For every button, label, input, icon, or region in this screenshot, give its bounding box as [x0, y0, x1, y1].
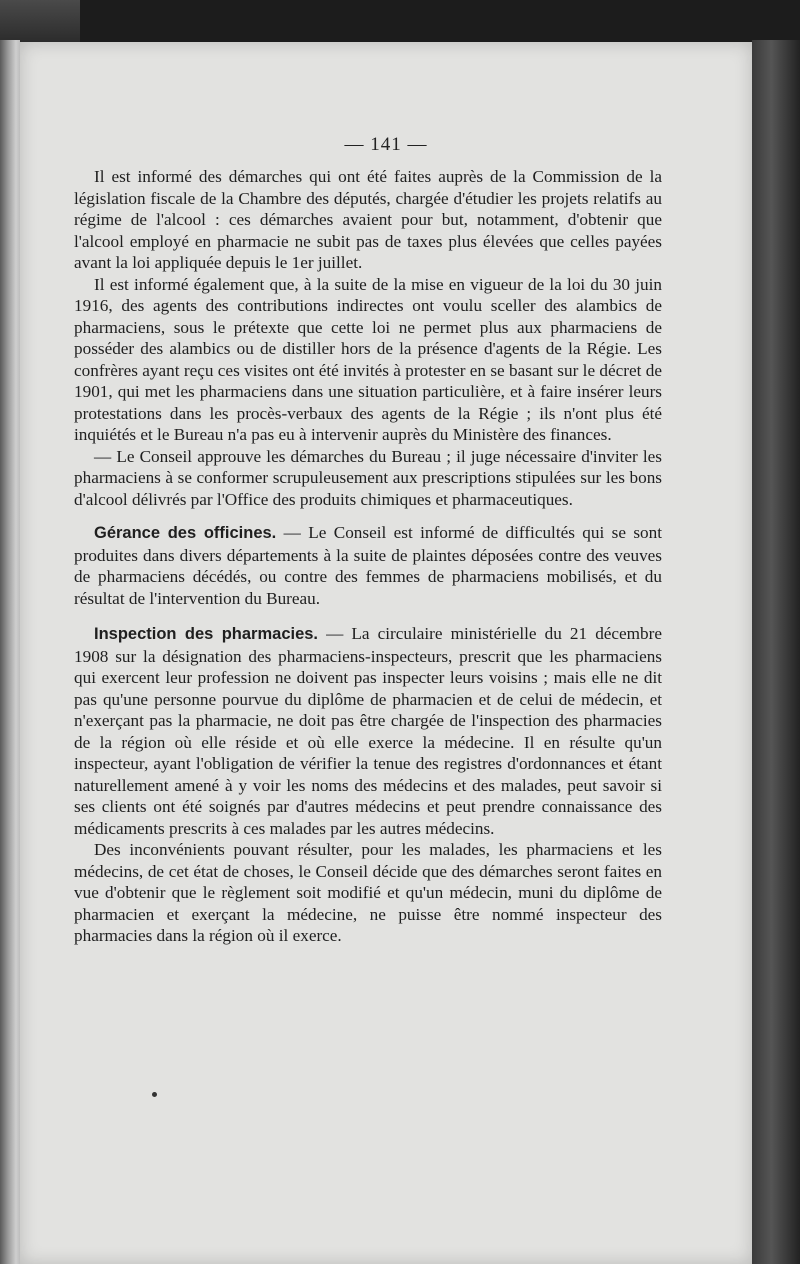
page-body	[74, 166, 662, 947]
document-page	[20, 42, 752, 1264]
binding-tab	[0, 0, 80, 42]
section-heading-gerance: Gérance des officines.	[94, 524, 277, 542]
paragraph-alembics: Il est informé également que, à la suite de la mise en vigueur de la loi du 30 juin 1916, des agents des contributions indirectes ont voulu sceller des alambics de pharmaciens, sous le prétexte que cette loi ne permet plus aux pharmaciens de posséder des alambics ou de distiller hors de la présence d'agents de la Régie. Les confrères ayant reçu ces visites ont été invités à protester en se basant sur le décret de 1901, qui met les pharmaciens dans une situation particulière, et à faire insérer leurs protestations dans les procès-verbaux des agents de la Régie ; ils n'ont plus été inquiétés et le Bureau n'a pas eu à intervenir auprès du Ministère des finances.	[74, 274, 662, 444]
scan-right-edge	[752, 40, 800, 1264]
page-number: — 141 —	[344, 134, 428, 155]
scan-top-edge	[0, 0, 800, 42]
section-heading-inspection: Inspection des pharmacies.	[94, 625, 319, 643]
section-text-inspection: — La circulaire ministérielle du 21 décembre 1908 sur la désignation des pharmaciens-inspecteurs, prescrit que les pharmaciens qui exercent leur profession ne doivent pas inspecter leurs voisins ; mais elle ne dit pas qu'une personne pourvue du diplôme de pharmacien et de celui de médecin, et n'exerçant pas la pharmacie, ne doit pas être chargée de l'inspection des pharmacies de la région où elle réside et où elle exerce la médecine. Il en résulte qu'un inspecteur, ayant l'obligation de vérifier la tenue des registres d'ordonnances et étant naturellement amené à y voir les noms des médecins et des malades, peut savoir si ses clients ont été soignés par d'autres médecins et peut prendre connaissance des médicaments prescrits à ces malades par les autres médecins.	[74, 624, 662, 838]
section-inspection	[74, 623, 662, 839]
previous-page-edge	[0, 40, 20, 1264]
section-gerance	[74, 522, 662, 609]
paragraph-council-approval: — Le Conseil approuve les démarches du Bureau ; il juge nécessaire d'inviter les pharmaciens à se conformer scrupuleusement aux prescriptions stipulées sur les bons d'alcool délivrés par l'Office des produits chimiques et pharmaceutiques.	[74, 446, 662, 509]
ink-speck	[152, 1092, 157, 1097]
paragraph-closing-decision: Des inconvénients pouvant résulter, pour les malades, les pharmaciens et les médecins, de cet état de choses, le Conseil décide que des démarches seront faites en vue d'obtenir que le règlement soit modifié et qu'un médecin, muni du diplôme de pharmacien et exerçant la médecine, ne puisse être nommé inspecteur des pharmacies dans la région où il exerce.	[74, 840, 662, 945]
paragraph-alcohol-commission: Il est informé des démarches qui ont été faites auprès de la Commission de la législation fiscale de la Chambre des députés, chargée d'étudier les projets relatifs au régime de l'alcool : ces démarches avaient pour but, notamment, d'obtenir que l'alcool employé en pharmacie ne subit pas de taxes plus élevées que celles payées avant la loi appliquée depuis le 1er juillet.	[74, 167, 662, 272]
section-text-gerance: — Le Conseil est informé de difficultés qui se sont produites dans divers départements à la suite de plaintes déposées contre des veuves de pharmaciens décédés, ou contre des femmes de pharmaciens mobilisés, et du résultat de l'intervention du Bureau.	[74, 523, 663, 608]
